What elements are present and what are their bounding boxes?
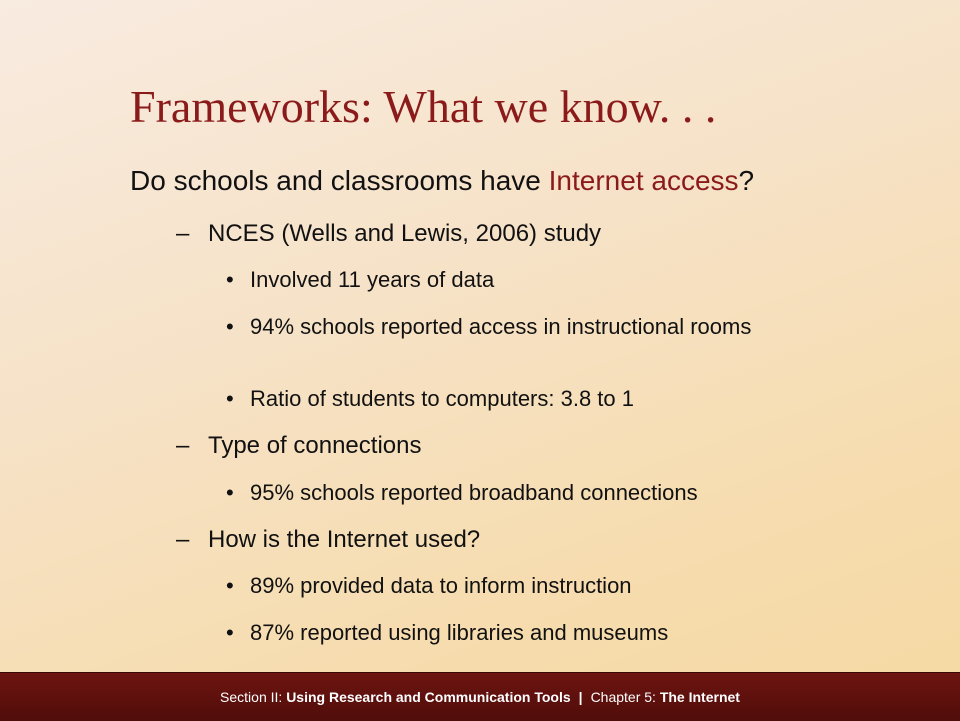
bullet-text: 94% schools reported access in instructional rooms [250, 314, 752, 339]
bullet-text: Involved 11 years of data [250, 267, 495, 292]
dash: – [176, 432, 190, 459]
section-heading-text: Type of connections [208, 432, 422, 459]
bullet-symbol: • [226, 267, 234, 292]
bullet-symbol: • [226, 620, 234, 645]
bullet-item [226, 266, 840, 294]
bullet-item [226, 619, 840, 647]
lead-accent: Internet access [548, 165, 739, 196]
section-heading-text: How is the Internet used? [208, 526, 481, 553]
bullet-text: Ratio of students to computers: 3.8 to 1 [250, 386, 634, 411]
section-heading-nces [176, 220, 601, 248]
bullet-item [226, 572, 840, 600]
bullet-symbol: • [226, 573, 234, 598]
bullet-symbol: • [226, 480, 234, 505]
dash: – [176, 526, 190, 553]
bullet-symbol: • [226, 314, 234, 339]
bullet-item [226, 385, 840, 413]
lead-prefix: Do schools and classrooms have [130, 165, 549, 196]
footer-separator: | [578, 689, 583, 705]
slide-title: Frameworks: What we know. . . [130, 81, 717, 132]
bullet-item [226, 313, 840, 341]
bullet-item [226, 479, 840, 507]
section-heading-text: NCES (Wells and Lewis, 2006) study [208, 220, 602, 247]
footer-chapter-title: The Internet [659, 689, 740, 705]
footer-chapter-prefix: Chapter 5: [590, 689, 656, 705]
lead-suffix: ? [738, 165, 755, 196]
footer-section-title: Using Research and Communication Tools [286, 689, 571, 705]
footer-bar [0, 672, 960, 721]
bullet-text: 95% schools reported broadband connections [250, 480, 698, 505]
section-heading-connections [176, 432, 421, 460]
bullet-text: 89% provided data to inform instruction [250, 573, 632, 598]
section-heading-usage [176, 526, 480, 554]
bullet-symbol: • [226, 386, 234, 411]
lead-question [130, 165, 754, 197]
dash: – [176, 220, 190, 247]
bullet-text: 87% reported using libraries and museums [250, 620, 669, 645]
footer-section-prefix: Section II: [220, 689, 283, 705]
